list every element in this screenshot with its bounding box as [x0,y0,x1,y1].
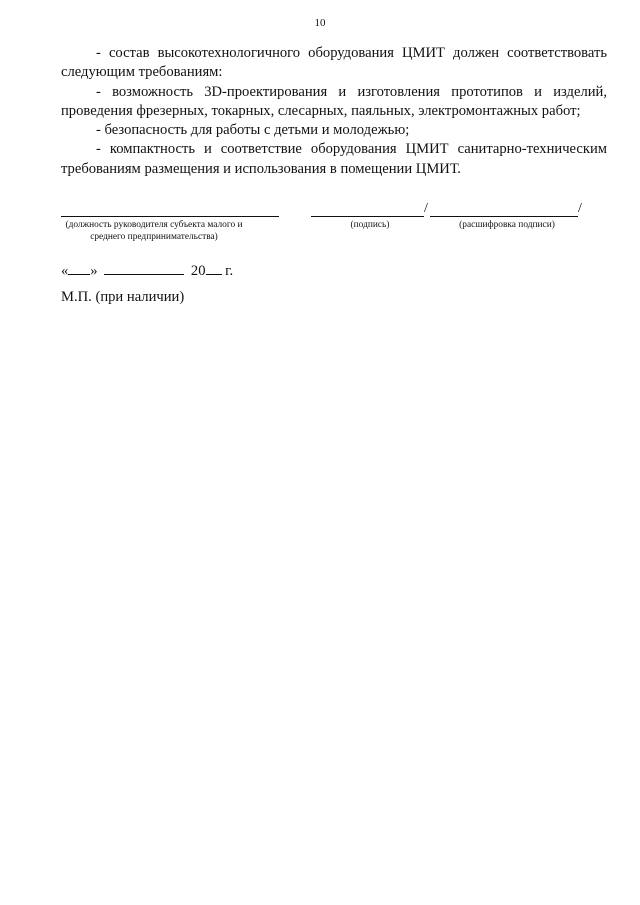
date-line [61,262,233,280]
page-number: 10 [314,17,326,29]
date-open-quote: « [61,263,69,279]
paragraph-compactness: - компактность и соответствие оборудования ЦМИТ санитарно-техническим требованиям размещения и использования в помещении ЦМИТ. [61,141,607,177]
paragraph-safety: - безопасность для работы с детьми и молодежью; [96,122,410,139]
year-suffix: г. [225,263,234,279]
position-signature-line [61,216,279,217]
signature-separator-2: / [578,201,582,216]
year-prefix: 20 [190,263,206,279]
paragraph-equipment-composition: - состав высокотехнологичного оборудования ЦМИТ должен соответствовать следующим требованиям: [61,45,607,81]
signature-separator-1: / [424,201,428,216]
day-blank [68,262,90,275]
signature-caption: (подпись) [350,220,390,230]
position-caption: (должность руководителя субъекта малого и среднего предпринимательства) [65,220,243,242]
date-close-quote: » [90,263,98,279]
decoding-signature-line [430,216,578,217]
paragraph-3d-design: - возможность 3D-проектирования и изготовления прототипов и изделий, проведения фрезерных, токарных, слесарных, паяльных, электромонтажных работ; [61,83,607,119]
month-blank [104,262,184,275]
year-blank [206,262,222,275]
signature-line [311,216,424,217]
decoding-caption: (расшифровка подписи) [459,220,555,230]
requirements-text [61,44,607,179]
seal-note: М.П. (при наличии) [61,289,185,305]
